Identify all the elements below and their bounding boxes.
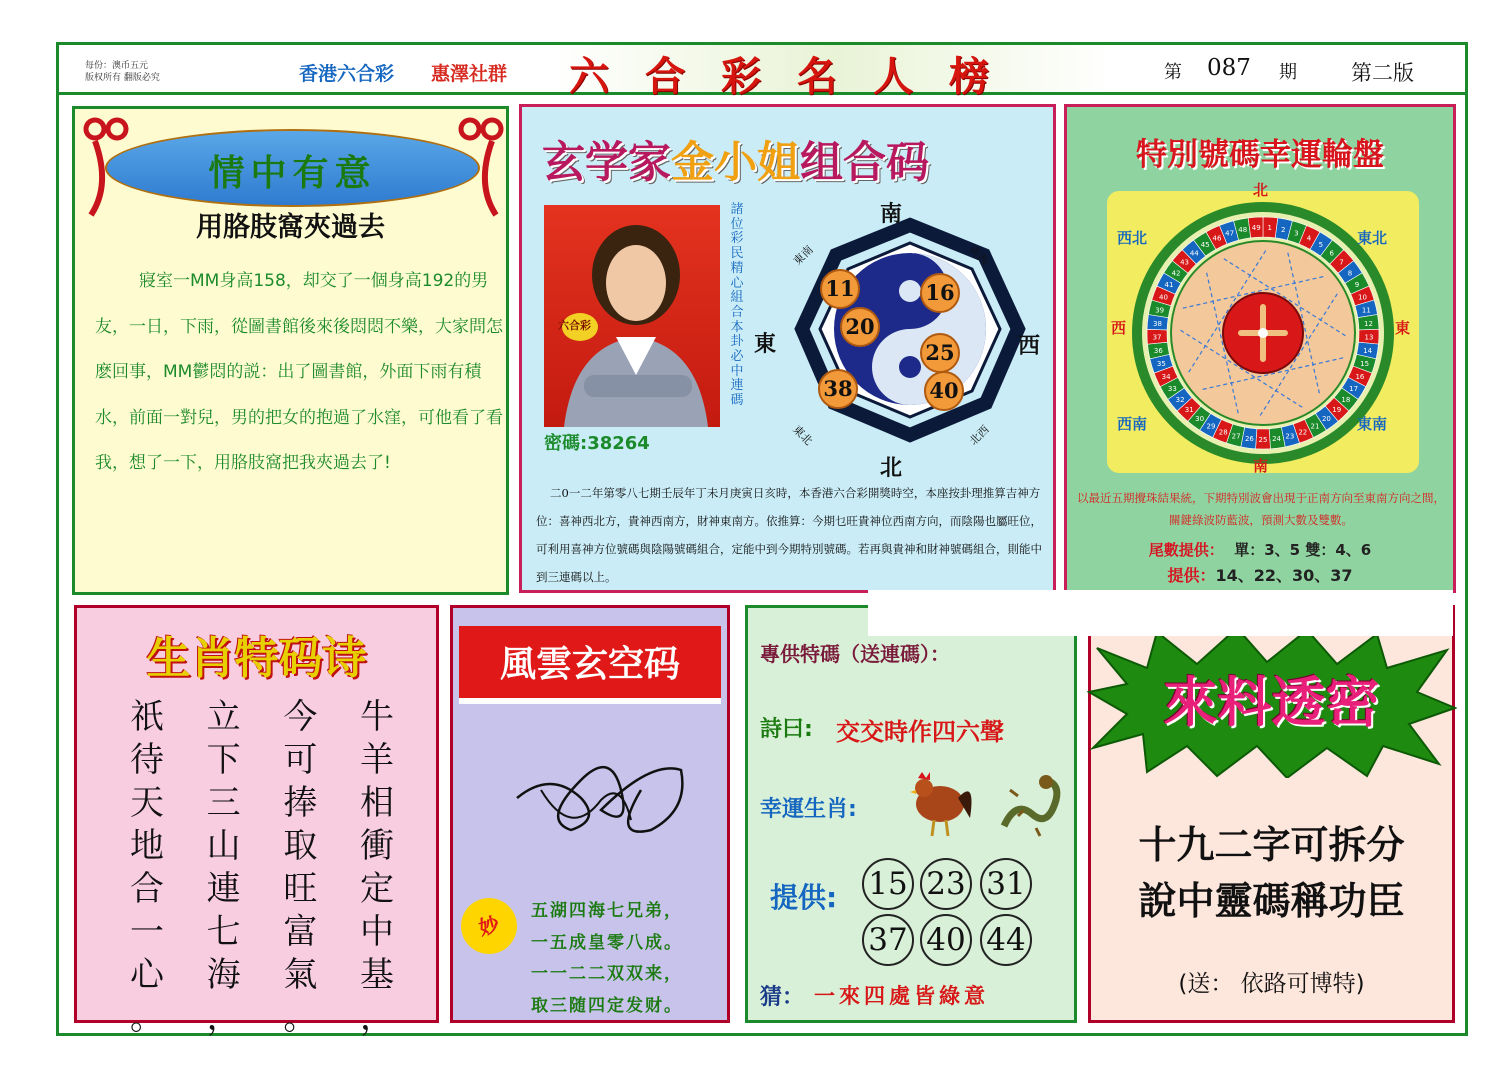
photo-tag: 六合彩 xyxy=(558,319,591,332)
poem-char: 中 xyxy=(359,912,394,952)
bagua-vertical-text: 諸位彩民精心組合本卦必中連碼 xyxy=(730,202,744,409)
wheel-number: 29 xyxy=(1206,422,1216,431)
wheel-tail-line: 尾數提供： 單：3、5 雙：4、6 xyxy=(1148,541,1372,559)
poem-char: 待 xyxy=(130,740,164,780)
wheel-number: 10 xyxy=(1358,293,1367,302)
poem-char: 氣 xyxy=(283,955,318,995)
issue-prefix: 第 xyxy=(1164,62,1182,83)
special-number: 15 xyxy=(862,858,914,910)
wheel-number: 16 xyxy=(1355,372,1365,381)
poem-char: 基 xyxy=(359,955,394,995)
wheel-number: 6 xyxy=(1329,249,1334,258)
wheel-number: 21 xyxy=(1310,422,1320,431)
wheel-number: 22 xyxy=(1298,428,1308,437)
wheel-number: 2 xyxy=(1281,225,1286,234)
wheel-number: 13 xyxy=(1364,333,1374,342)
poem-char: 山 xyxy=(206,826,241,866)
special-heading: 專供特碼（送連碼）： xyxy=(760,642,950,666)
special-number: 44 xyxy=(980,914,1032,966)
wheel-number: 9 xyxy=(1354,280,1360,289)
wheel-number: 34 xyxy=(1161,372,1171,381)
wheel-number: 39 xyxy=(1155,306,1165,315)
wheel-number: 36 xyxy=(1153,346,1163,355)
wheel-number: 38 xyxy=(1153,319,1162,328)
poem-char: 捧 xyxy=(283,783,318,823)
woman-portrait-icon xyxy=(544,205,720,427)
community-label: 惠澤社群 xyxy=(431,63,508,85)
wheel-dir-northeast: 東北 xyxy=(1357,229,1388,247)
wheel-dir-southeast: 東南 xyxy=(1357,415,1388,433)
poem-char: 定 xyxy=(359,869,394,909)
provide-label: 提供: xyxy=(770,881,838,914)
wheel-number: 4 xyxy=(1306,234,1312,243)
wheel-dir-north: 北 xyxy=(1253,181,1269,199)
leak-title: 來料透密 xyxy=(1163,671,1380,734)
poem-char: 牛 xyxy=(359,697,394,737)
bagua-description: 二0一二年第零八七期壬辰年丁未月庚寅日亥時，本香港六合彩開獎時空，本座按卦理推算吉神方位：喜神西北方，貴神西南方，財神東南方。依推算：今期乜旺貴神位西南方向，而陰陽也屬旺位，可利用喜神方位號碼與陰陽號碼組合，定能中到今期特別號碼。若再與貴神和財神號碼組合，則能中到三連碼以上。 xyxy=(536,486,1042,584)
bagua-panel xyxy=(519,104,1056,593)
edition-label: 第二版 xyxy=(1351,61,1414,85)
woman-photo xyxy=(544,205,720,427)
wheel-number: 19 xyxy=(1332,406,1342,415)
poem-char: 。 xyxy=(130,998,164,1038)
guess-label: 猜： xyxy=(760,985,805,1010)
wheel-number: 37 xyxy=(1152,333,1162,342)
poem-char: 下 xyxy=(206,740,241,780)
leak-gift: (送： 依路可博特) xyxy=(1178,971,1365,997)
wheel-number: 8 xyxy=(1347,269,1353,278)
zodiac-poem-column xyxy=(117,696,177,1040)
wheel-number: 44 xyxy=(1189,249,1199,258)
leak-line-2: 說中靈碼稱功臣 xyxy=(1138,879,1405,923)
blank-overlay xyxy=(868,590,1453,636)
wheel-number: 27 xyxy=(1231,432,1241,441)
zodiac-poem-columns xyxy=(117,696,407,1040)
poem-char: 祇 xyxy=(130,697,164,737)
special-panel xyxy=(745,605,1077,1023)
special-number: 37 xyxy=(862,914,914,966)
leak-line-1: 十九二字可拆分 xyxy=(1138,823,1405,867)
poem-char: 合 xyxy=(130,869,164,909)
wheel-dir-south: 南 xyxy=(1253,457,1269,475)
wheel-number: 40 xyxy=(1159,293,1168,302)
wheel-number: 32 xyxy=(1175,396,1185,405)
dir-south: 南 xyxy=(880,202,903,227)
dir-southeast: 東南 xyxy=(790,242,816,268)
joke-banner-title: 情中有意 xyxy=(208,152,377,194)
zodiac-poem-column xyxy=(194,696,254,1040)
wheel-number: 15 xyxy=(1360,360,1370,369)
wheel-number: 24 xyxy=(1272,435,1282,444)
poem-char: 地 xyxy=(130,826,164,866)
wheel-number: 28 xyxy=(1218,428,1228,437)
leak-panel xyxy=(1088,605,1455,1023)
fengyun-title: 風雲玄空码 xyxy=(459,626,721,704)
zodiac-poem-column xyxy=(347,696,407,1040)
poem-char: ， xyxy=(206,998,241,1038)
wheel-number: 33 xyxy=(1167,384,1177,393)
poem-char: 七 xyxy=(206,912,241,952)
poem-char: 三 xyxy=(206,783,241,823)
wheel-number: 30 xyxy=(1195,414,1205,423)
wheel-number: 49 xyxy=(1251,224,1261,233)
special-number: 23 xyxy=(920,858,972,910)
bagua-title: 玄学家金小姐组合码 xyxy=(542,138,929,188)
dir-north: 北 xyxy=(880,456,903,481)
wheel-number: 1 xyxy=(1267,224,1273,233)
hk-lottery-label: 香港六合彩 xyxy=(299,63,395,85)
poem-char: ， xyxy=(359,998,394,1038)
issue-number: 087 xyxy=(1207,55,1251,81)
joke-body: 寢室一MM身高158，却交了一個身高192的男友，一日，下雨，從圖書館後來後悶悶不樂，大家問怎麽回事，MM鬱悶的説：出了圖書館，外面下雨有積水，前面一對兒，男的把女的抱過了水窪，可他看了看我，想了一下，用胳肢窩把我夾過去了! xyxy=(95,271,503,473)
lucky-zodiac-label: 幸運生肖: xyxy=(760,797,857,822)
fengyun-poem xyxy=(531,896,727,1022)
joke-headline: 用胳肢窩夾過去 xyxy=(196,212,385,243)
bagua-number: 11 xyxy=(820,269,860,309)
fengyun-poem-line: 一一二二双双来， xyxy=(531,964,683,984)
wheel-number: 43 xyxy=(1180,258,1189,267)
wheel-number: 7 xyxy=(1339,258,1344,267)
wheel-dir-southwest: 西南 xyxy=(1117,415,1148,433)
wheel-number: 46 xyxy=(1212,234,1222,243)
copyright-note: 版权所有 翻版必究 xyxy=(85,73,160,83)
poem-char: 相 xyxy=(359,783,394,823)
fengyun-poem-line: 取三随四定发财。 xyxy=(531,995,683,1016)
fengyun-panel xyxy=(450,605,730,1023)
wheel-number: 45 xyxy=(1200,241,1210,250)
wheel-number: 5 xyxy=(1318,241,1324,250)
wheel-number: 41 xyxy=(1164,280,1174,289)
wheel-number: 35 xyxy=(1156,360,1166,369)
wheel-number: 42 xyxy=(1171,269,1181,278)
special-number: 31 xyxy=(980,858,1032,910)
page-title: 六合彩名人榜 xyxy=(569,53,1025,100)
poem-char: 富 xyxy=(283,912,318,952)
poem-char: 今 xyxy=(283,697,318,737)
poem-char: 連 xyxy=(206,869,241,909)
issue-suffix: 期 xyxy=(1279,62,1297,83)
fengyun-poem-line: 五湖四海七兄弟， xyxy=(531,901,683,921)
wheel-number: 12 xyxy=(1364,319,1373,328)
wheel-note: 以最近五期攪珠結果統，下期特別波會出現于正南方向至東南方向之間，關鍵綠波防藍波，預測大數及雙數。 xyxy=(1077,491,1445,527)
wheel-dir-northwest: 西北 xyxy=(1117,229,1148,247)
wheel-number: 20 xyxy=(1321,414,1331,423)
bagua-number: 16 xyxy=(920,273,960,313)
wheel-number: 11 xyxy=(1361,306,1371,315)
guess-text: 一來四處皆綠意 xyxy=(814,984,989,1008)
poem-char: 取 xyxy=(283,826,318,866)
poem-char: 海 xyxy=(206,955,241,995)
price-note: 每份：澳币五元 xyxy=(85,61,149,71)
wheel-number: 47 xyxy=(1225,229,1235,238)
bagua-password: 密碼:38264 xyxy=(544,433,650,454)
wheel-title: 特別號碼幸運輪盤 xyxy=(1136,137,1384,173)
special-poem: 交交時作四六聲 xyxy=(836,718,1004,746)
wheel-dir-east: 東 xyxy=(1395,319,1411,337)
special-number: 40 xyxy=(920,914,972,966)
wheel-dir-west: 西 xyxy=(1111,319,1127,337)
poem-char: 衝 xyxy=(359,826,394,866)
zodiac-poem-panel xyxy=(74,605,439,1038)
wheel-number: 25 xyxy=(1258,436,1268,444)
dragon-icon xyxy=(996,770,1068,840)
poem-char: 羊 xyxy=(359,740,394,780)
dir-east: 東 xyxy=(754,332,777,357)
wheel-number: 23 xyxy=(1285,432,1295,441)
dir-northeast: 東北 xyxy=(790,422,816,448)
fengyun-poem-line: 一五成皇零八成。 xyxy=(531,932,683,953)
dir-northwest: 北西 xyxy=(966,422,992,448)
poem-label: 詩曰: xyxy=(760,717,813,742)
joke-banner xyxy=(105,129,480,207)
dir-southwest: 南西 xyxy=(966,242,992,268)
bagua-number: 25 xyxy=(920,333,960,373)
poem-char: 。 xyxy=(283,998,318,1038)
wheel-number: 17 xyxy=(1349,384,1359,393)
wheel-number: 18 xyxy=(1341,396,1351,405)
wheel-provide-line: 提供：14、22、30、37 xyxy=(1167,566,1353,585)
wheel-number: 3 xyxy=(1294,229,1299,238)
poem-char: 心 xyxy=(130,955,164,995)
zodiac-poem-column xyxy=(270,696,330,1040)
bagua-number: 20 xyxy=(840,307,880,347)
wheel-panel xyxy=(1064,104,1456,593)
bagua-number: 40 xyxy=(924,371,964,411)
wheel-number: 31 xyxy=(1184,406,1194,415)
joke-panel xyxy=(72,106,509,595)
poem-char: 立 xyxy=(206,697,241,737)
bagua-number: 38 xyxy=(818,369,858,409)
miao-badge: 妙 xyxy=(455,892,524,961)
wheel-number: 48 xyxy=(1238,225,1248,234)
poem-char: 可 xyxy=(283,740,318,780)
rooster-icon xyxy=(908,768,978,840)
header-bar xyxy=(59,45,1465,100)
poem-char: 一 xyxy=(130,912,164,952)
wheel-number: 26 xyxy=(1244,435,1254,444)
signature-scribble-icon xyxy=(511,750,691,850)
poem-char: 天 xyxy=(130,783,164,823)
poem-char: 旺 xyxy=(283,869,318,909)
dir-west: 西 xyxy=(1018,334,1041,359)
wheel-number: 14 xyxy=(1363,346,1373,355)
zodiac-poem-title: 生肖特码诗 xyxy=(146,633,367,684)
